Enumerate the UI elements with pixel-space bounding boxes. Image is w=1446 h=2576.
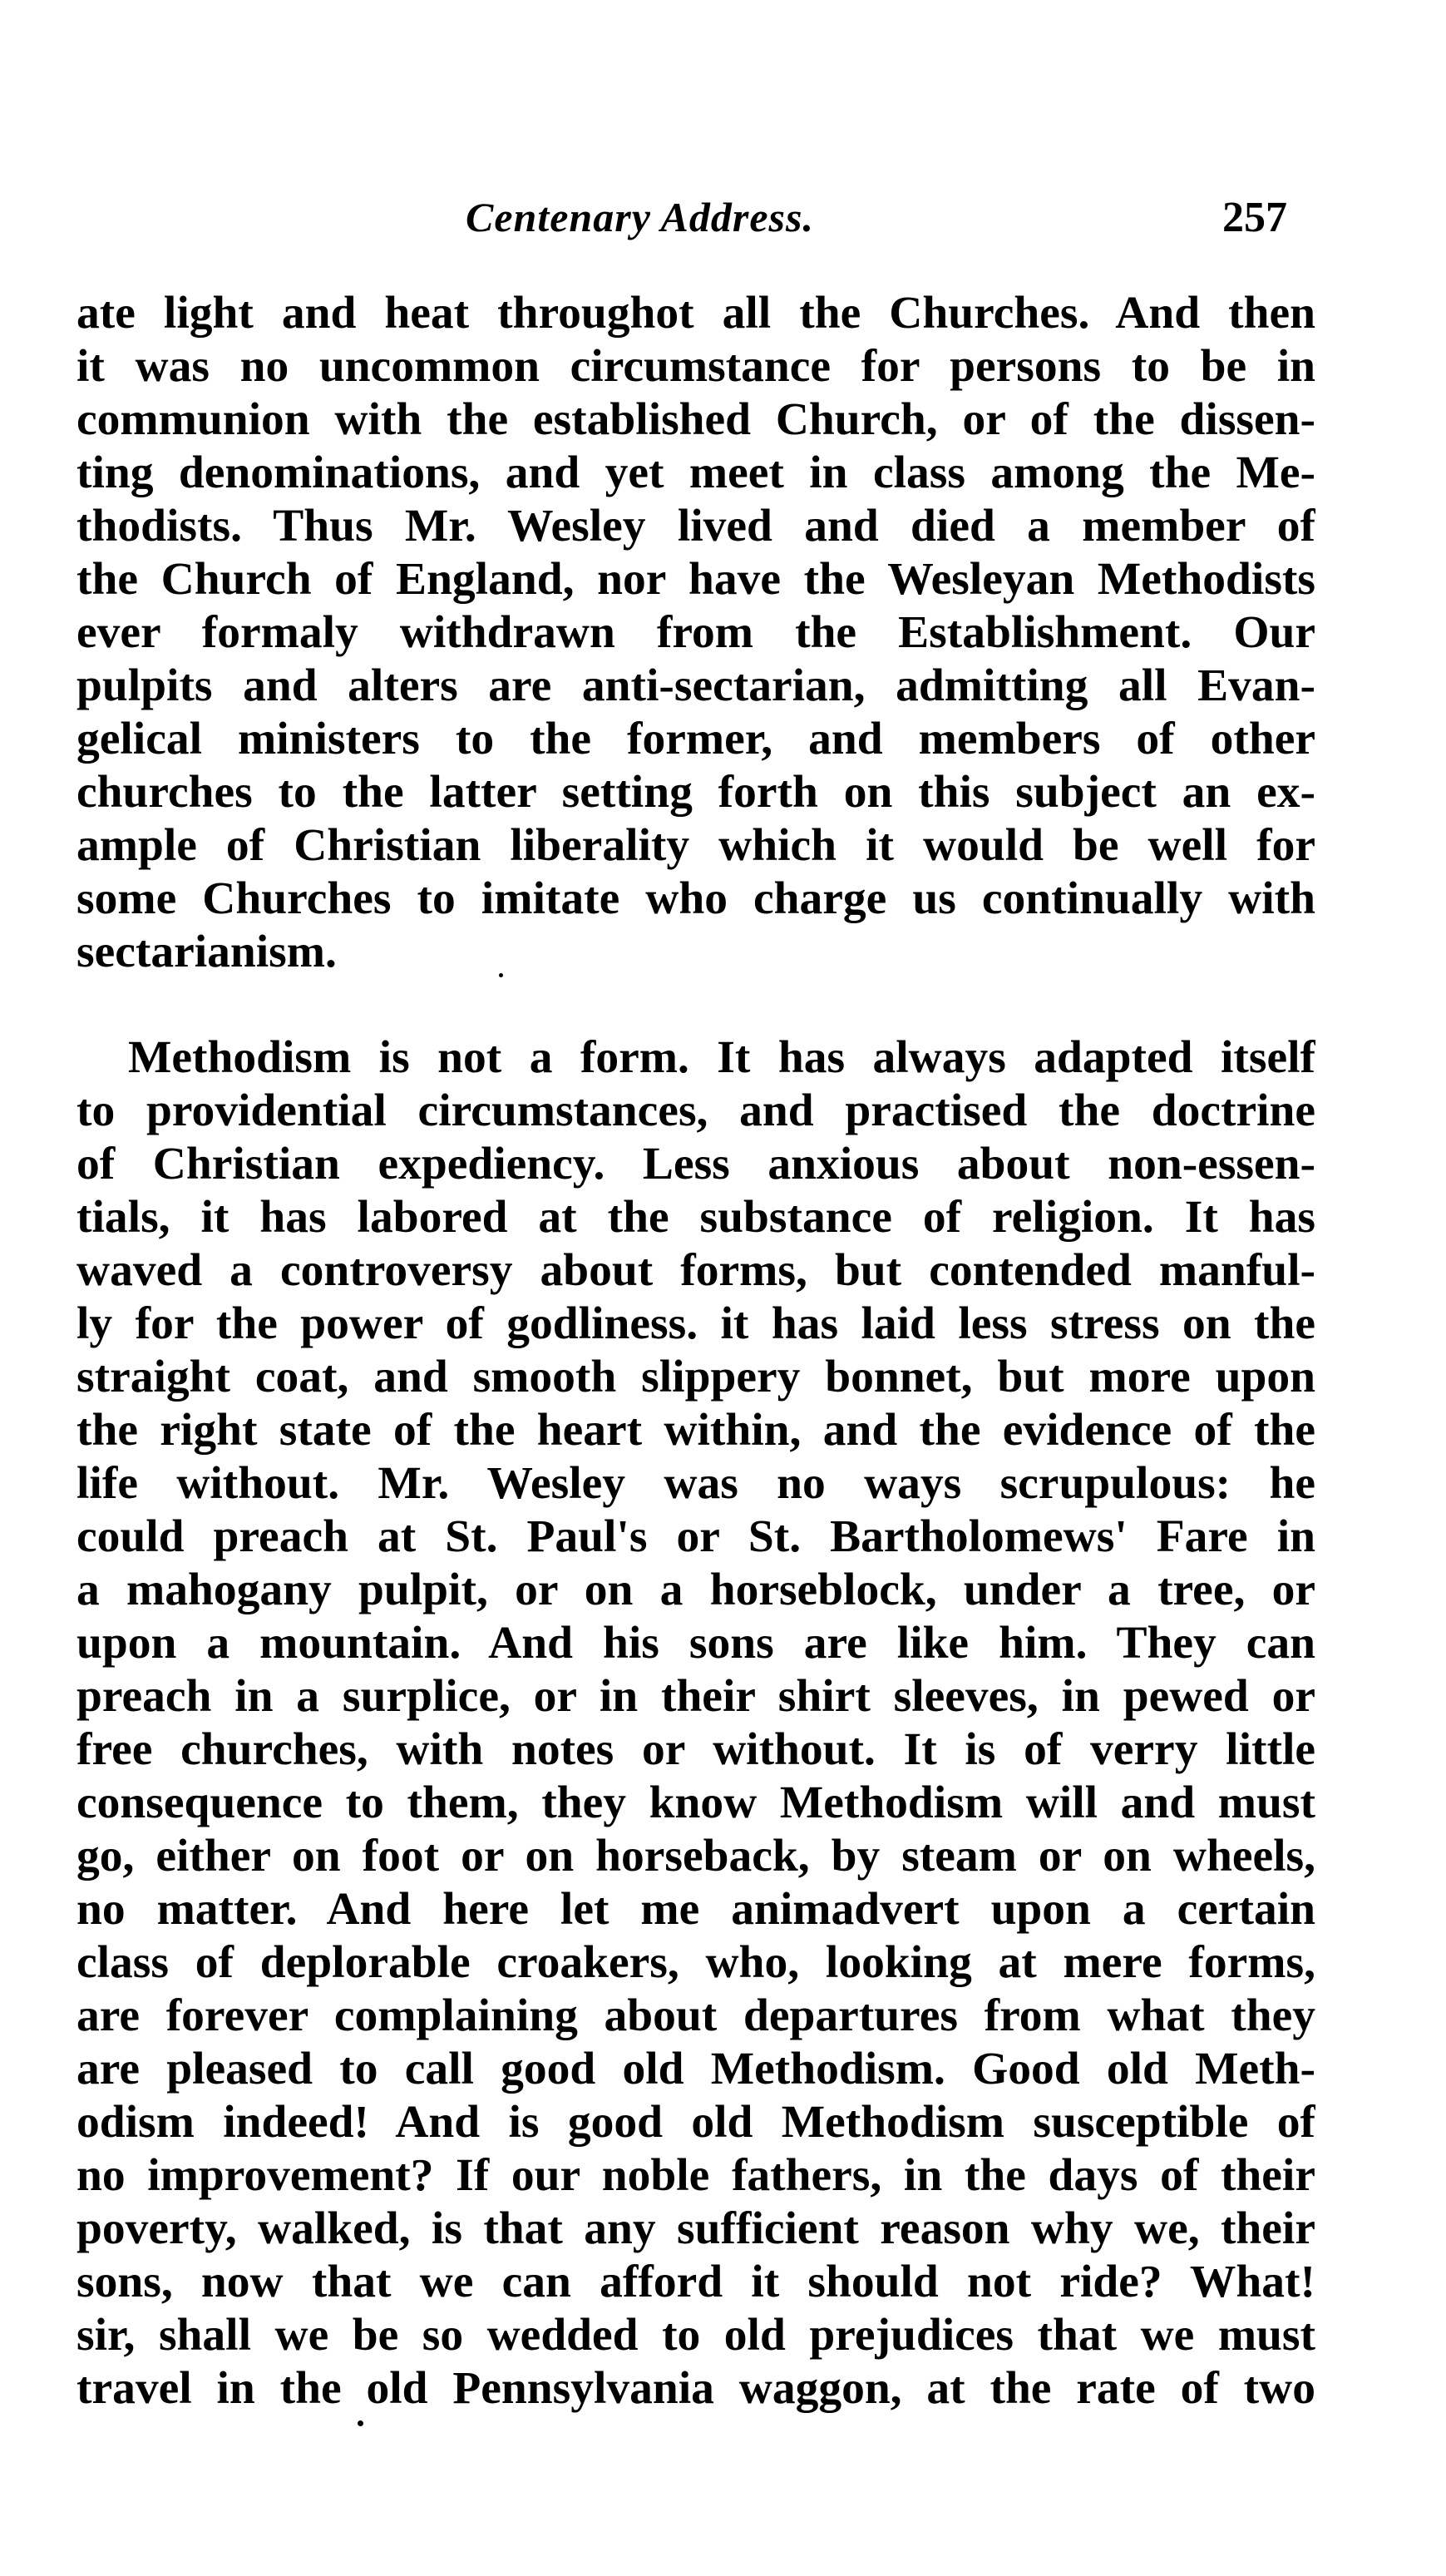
- paragraph-1: [76, 287, 1315, 979]
- text-line: pulpits and alters are anti-sectarian, admitting all Evan-: [76, 660, 1315, 711]
- text-line: odism indeed! And is good old Methodism susceptible of: [76, 2097, 1315, 2148]
- text-line: upon a mountain. And his sons are like him. They can: [76, 1618, 1315, 1669]
- text-line: are forever complaining about departures from what they: [76, 1990, 1315, 2041]
- text-line: a mahogany pulpit, or on a horseblock, under a tree, or: [76, 1565, 1315, 1615]
- text-line: thodists. Thus Mr. Wesley lived and died a member of: [76, 501, 1315, 551]
- running-head: [0, 193, 1446, 260]
- text-line: ever formaly withdrawn from the Establishment. Our: [76, 607, 1315, 658]
- text-line: gelical ministers to the former, and members of other: [76, 714, 1315, 764]
- text-line: churches to the latter setting forth on this subject an ex-: [76, 767, 1315, 818]
- text-line: could preach at St. Paul's or St. Bartholomews' Fare in: [76, 1511, 1315, 1562]
- text-line: it was no uncommon circumstance for persons to be in: [76, 341, 1315, 392]
- text-line: ample of Christian liberality which it would be well for: [76, 820, 1315, 871]
- text-line: are pleased to call good old Methodism. Good old Meth-: [76, 2044, 1315, 2094]
- text-line: preach in a surplice, or in their shirt sleeves, in pewed or: [76, 1671, 1315, 1722]
- text-line: sir, shall we be so wedded to old prejudices that we must: [76, 2310, 1315, 2361]
- text-line: poverty, walked, is that any sufficient reason why we, their: [76, 2203, 1315, 2254]
- text-line: communion with the established Church, or of the dissen-: [76, 394, 1315, 445]
- text-line: no matter. And here let me animadvert upon a certain: [76, 1884, 1315, 1935]
- page-number: 257: [1222, 194, 1287, 241]
- text-line: tials, it has labored at the substance of religion. It has: [76, 1192, 1315, 1243]
- text-line: go, either on foot or on horseback, by steam or on wheels,: [76, 1831, 1315, 1881]
- text-line: ate light and heat throughot all the Churches. And then: [76, 288, 1315, 339]
- text-line: ting denominations, and yet meet in class among the Me-: [76, 447, 1315, 498]
- text-line: some Churches to imitate who charge us continually with: [76, 873, 1315, 924]
- text-line: consequence to them, they know Methodism will and must: [76, 1777, 1315, 1828]
- text-line: straight coat, and smooth slippery bonnet, but more upon: [76, 1352, 1315, 1402]
- text-line: sons, now that we can afford it should not ride? What!: [76, 2257, 1315, 2307]
- ink-speck: [358, 2420, 363, 2426]
- text-line: class of deplorable croakers, who, looking at mere forms,: [76, 1937, 1315, 1988]
- text-line: life without. Mr. Wesley was no ways scrupulous: he: [76, 1458, 1315, 1509]
- text-line: waved a controversy about forms, but contended manful-: [76, 1245, 1315, 1296]
- ink-speck: [499, 973, 503, 977]
- text-line: to providential circumstances, and practised the doctrine: [76, 1085, 1315, 1136]
- text-line: sectarianism.: [76, 927, 337, 977]
- text-line: travel in the old Pennsylvania waggon, at the rate of two: [76, 2363, 1315, 2414]
- text-line: of Christian expediency. Less anxious about non-essen-: [76, 1139, 1315, 1189]
- text-line: Methodism is not a form. It has always adapted itself: [128, 1032, 1315, 1083]
- text-line: free churches, with notes or without. It is of verry little: [76, 1724, 1315, 1775]
- text-line: ly for the power of godliness. it has laid less stress on the: [76, 1298, 1315, 1349]
- text-line: the Church of England, nor have the Wesleyan Methodists: [76, 554, 1315, 605]
- text-line: the right state of the heart within, and the evidence of the: [76, 1405, 1315, 1456]
- text-line: no improvement? If our noble fathers, in the days of their: [76, 2150, 1315, 2201]
- paragraph-2: [76, 1031, 1315, 2415]
- running-title: Centenary Address.: [466, 194, 814, 240]
